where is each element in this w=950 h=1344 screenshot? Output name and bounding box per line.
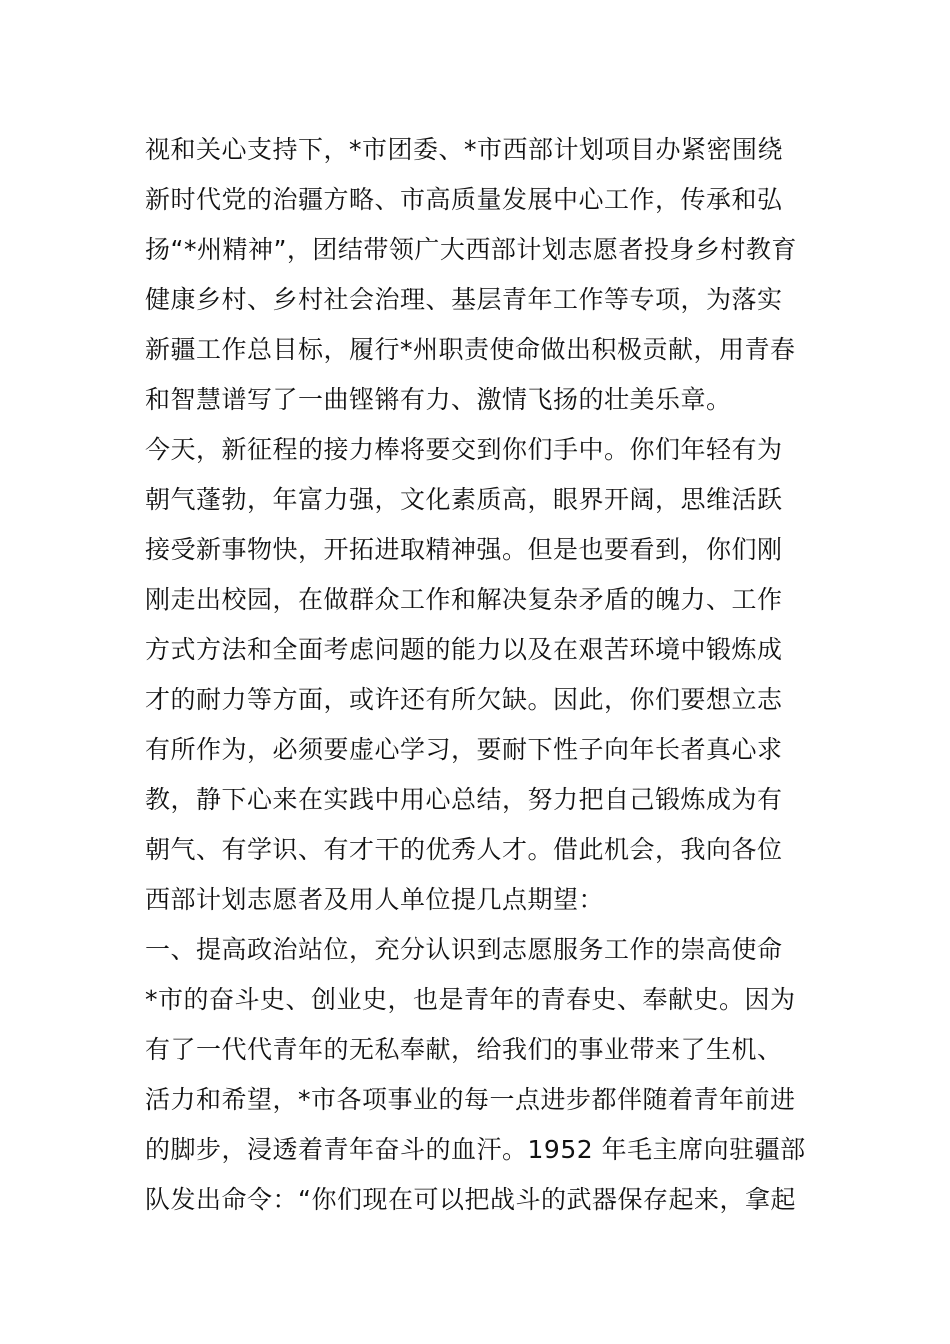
text-line: 接受新事物快，开拓进取精神强。但是也要看到，你们刚: [145, 535, 783, 564]
text-line: 今天，新征程的接力棒将要交到你们手中。你们年轻有为: [145, 435, 783, 464]
document-body: [145, 125, 815, 1225]
text-line: 刚走出校园，在做群众工作和解决复杂矛盾的魄力、工作: [145, 585, 783, 614]
text-line: 健康乡村、乡村社会治理、基层青年工作等专项，为落实: [145, 285, 783, 314]
text-line: 教，静下心来在实践中用心总结，努力把自己锻炼成为有: [145, 785, 783, 814]
text-line: *市的奋斗史、创业史，也是青年的青春史、奉献史。因为: [145, 985, 796, 1014]
text-line: 视和关心支持下，*市团委、*市西部计划项目办紧密围绕: [145, 135, 784, 164]
text-line: 有所作为，必须要虚心学习，要耐下性子向年长者真心求: [145, 735, 783, 764]
text-line: 活力和希望，*市各项事业的每一点进步都伴随着青年前进: [145, 1085, 796, 1114]
text-line: 新时代党的治疆方略、市高质量发展中心工作，传承和弘: [145, 185, 783, 214]
text-line: 和智慧谱写了一曲铿锵有力、激情飞扬的壮美乐章。: [145, 385, 732, 414]
section-heading: 一、提高政治站位，充分认识到志愿服务工作的崇高使命: [145, 935, 783, 964]
text-line: 队发出命令：“你们现在可以把战斗的武器保存起来，拿起: [145, 1185, 796, 1214]
text-line: 的脚步，浸透着青年奋斗的血汗。1952 年毛主席向驻疆部: [145, 1135, 806, 1164]
text-line: 有了一代代青年的无私奉献，给我们的事业带来了生机、: [145, 1035, 783, 1064]
text-line: 朝气蓬勃，年富力强，文化素质高，眼界开阔，思维活跃: [145, 485, 783, 514]
text-line: 朝气、有学识、有才干的优秀人才。借此机会，我向各位: [145, 835, 783, 864]
text-line: 方式方法和全面考虑问题的能力以及在艰苦环境中锻炼成: [145, 635, 783, 664]
text-line: 扬“*州精神”，团结带领广大西部计划志愿者投身乡村教育: [145, 235, 797, 264]
text-line: 新疆工作总目标，履行*州职责使命做出积极贡献，用青春: [145, 335, 796, 364]
text-line: 才的耐力等方面，或许还有所欠缺。因此，你们要想立志: [145, 685, 783, 714]
text-line: 西部计划志愿者及用人单位提几点期望：: [145, 885, 605, 914]
